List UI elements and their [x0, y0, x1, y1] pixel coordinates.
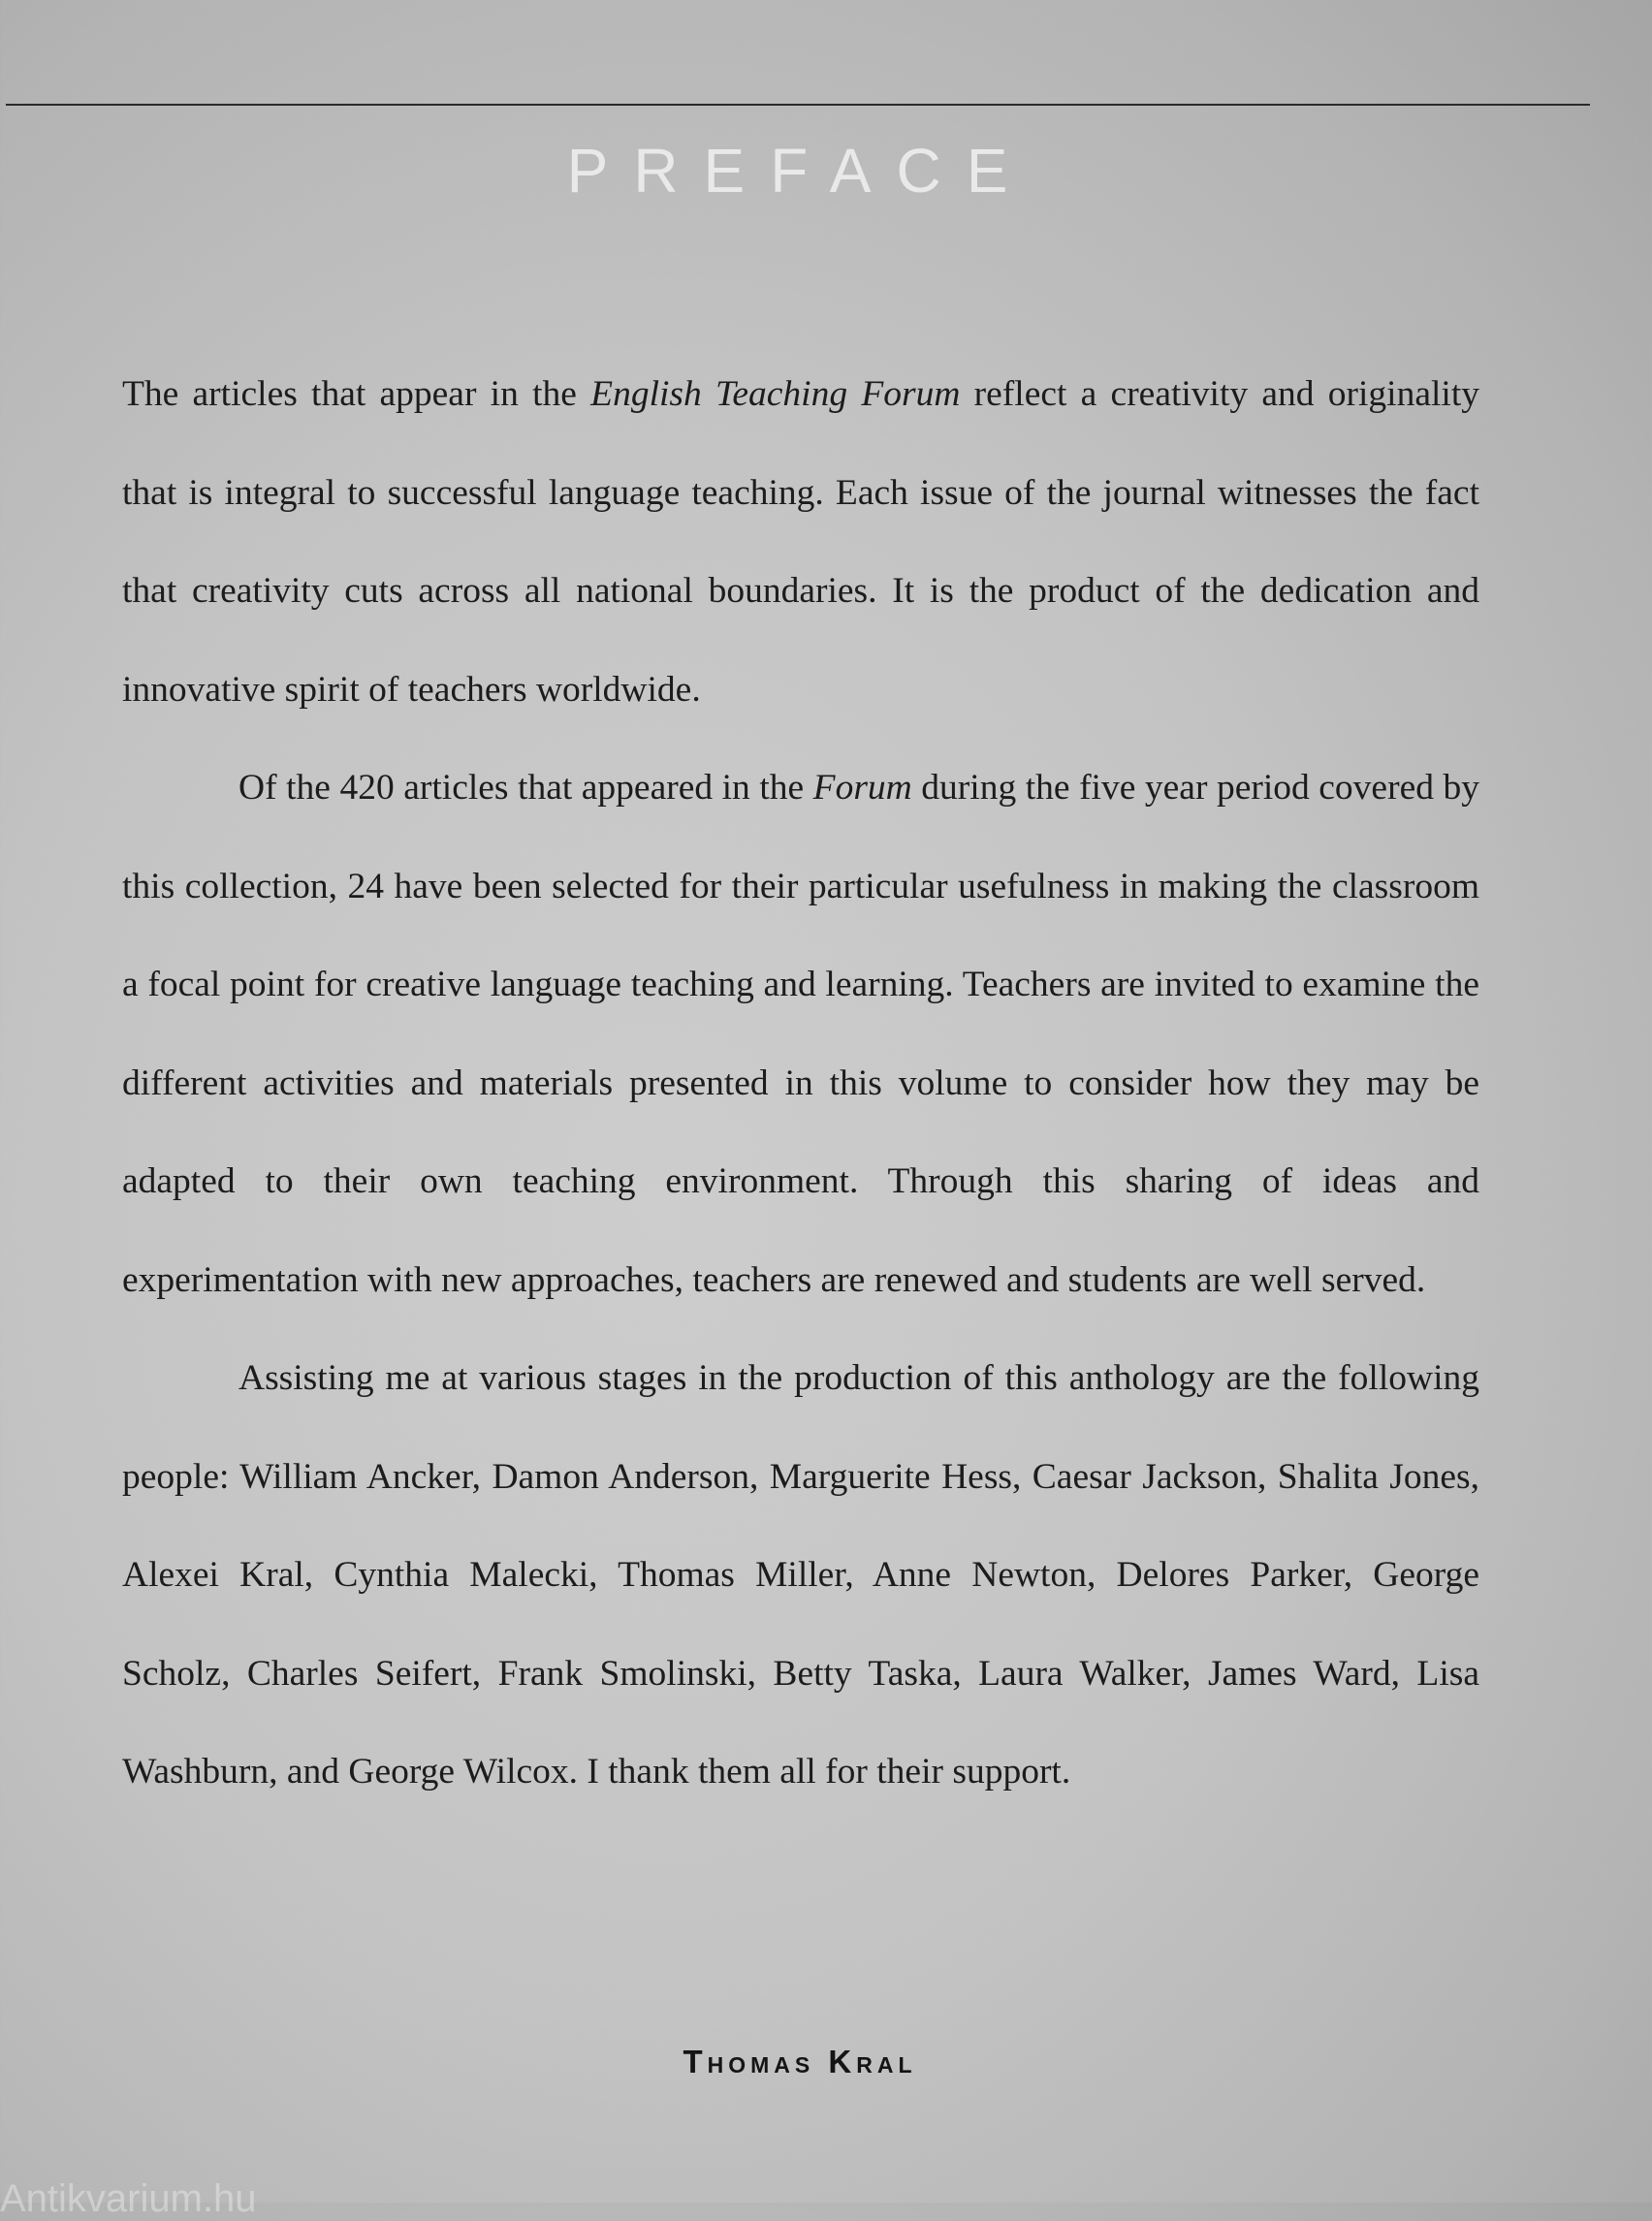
- header-rule: [6, 104, 1590, 106]
- paragraph-3: Assisting me at various stages in the production of this anthology are the following people: William Ancker, Damon Anderson, Marguerite Hess, Caesar Jackson, Shalita Jones, Alexei Kral, Cynthia Malecki, Thomas Miller, Anne Newton, Delores Parker, George Scholz, Charles Seifert, Frank Smolinski, Betty Taska, Laura Walker, James Ward, Lisa Washburn, and George Wilcox. I thank them all for their support.: [122, 1358, 1479, 1792]
- preface-body: [122, 345, 1479, 1822]
- paragraph-1-text-start: The articles that appear in the: [122, 374, 591, 414]
- page-title: PREFACE: [566, 136, 1033, 206]
- paragraph-2-text-start: Of the 420 articles that appeared in the: [238, 768, 813, 808]
- author-signature: Thomas Kral: [683, 2044, 917, 2079]
- watermark: Antikvarium.hu: [0, 2177, 257, 2220]
- journal-title: English Teaching Forum: [590, 374, 961, 414]
- paragraph-1: [122, 345, 1479, 739]
- paragraph-1-text-end: reflect a creativity and originality that is integral to successful language teaching. Each issue of the journal witnesses the fact that creativity cuts across all national boundaries. It is the product of the dedication and innovative spirit of teachers worldwide.: [122, 374, 1479, 710]
- paragraph-2: [122, 739, 1479, 1329]
- journal-short-title: Forum: [812, 768, 912, 808]
- paragraph-2-text-end: during the five year period covered by this collection, 24 have been selected for their particular usefulness in making the classroom a focal point for creative language teaching and learning. Teachers are invited to examine the different activities and materials presented in this volume to consider how they may be adapted to their own teaching environment. Through this sharing of ideas and experimentation with new approaches, teachers are renewed and students are well served.: [122, 768, 1479, 1300]
